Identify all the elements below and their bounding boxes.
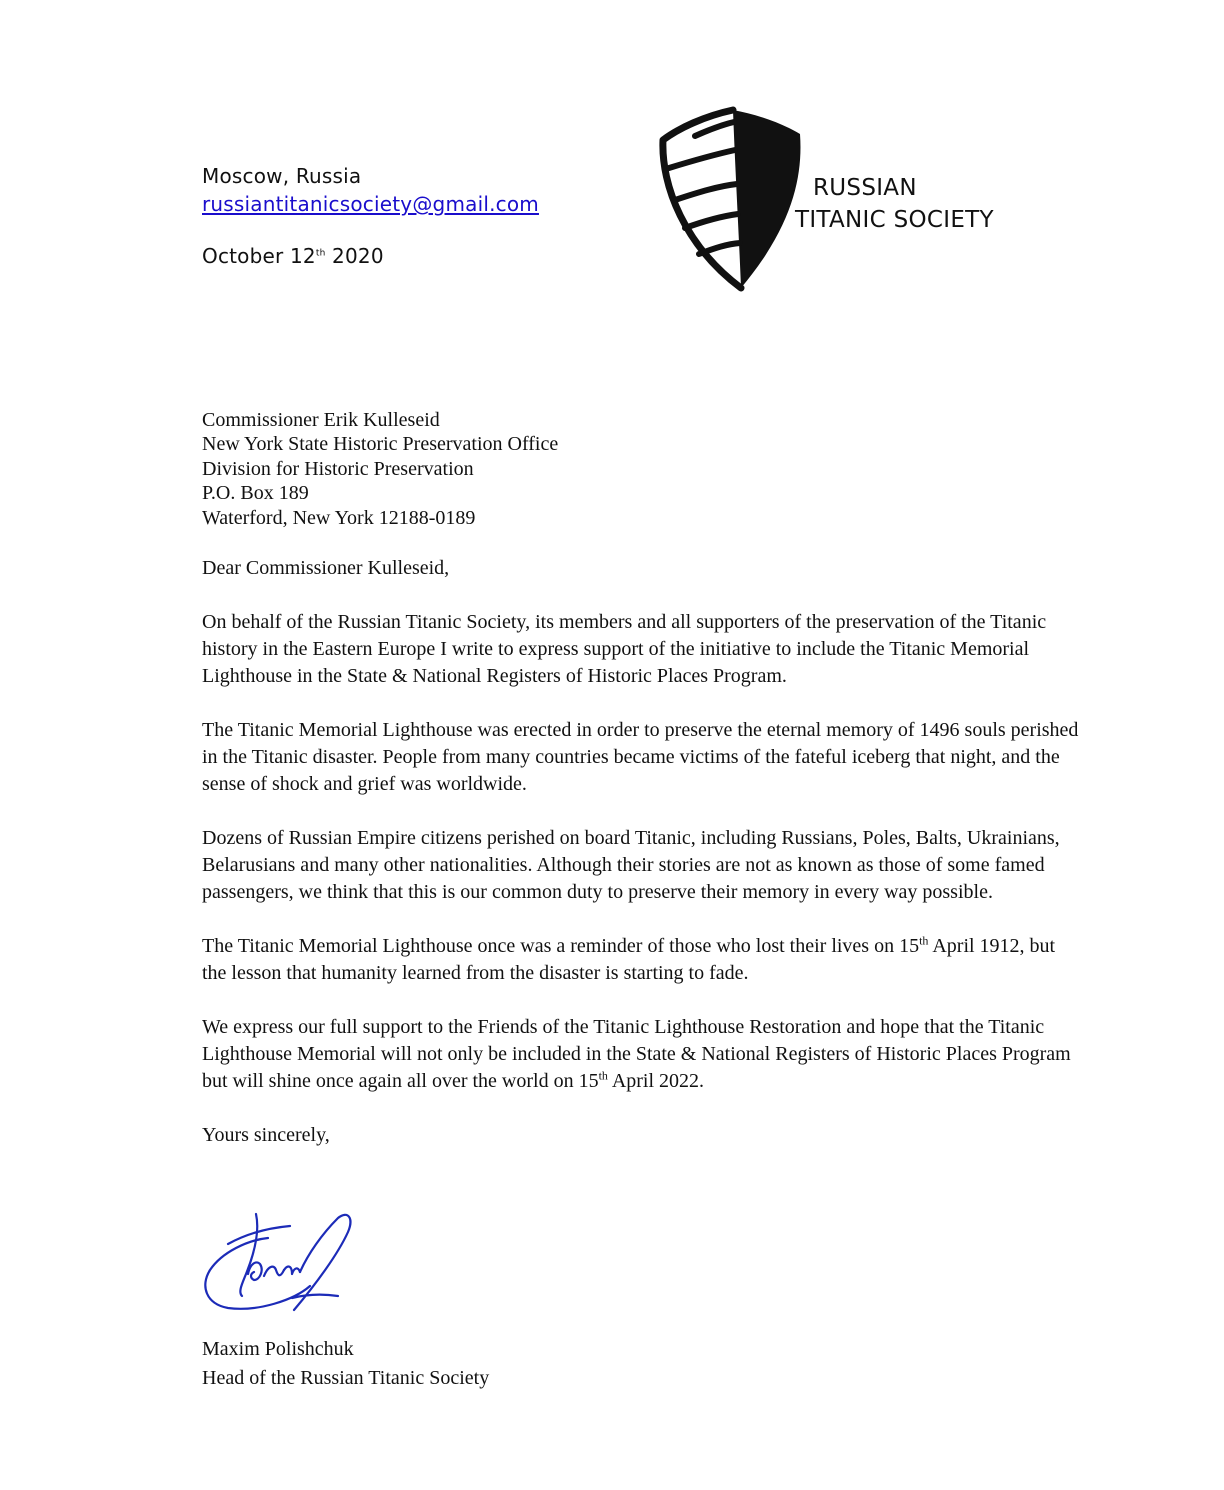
recipient-line: P.O. Box 189: [202, 482, 309, 505]
recipient-line: New York State Historic Preservation Office: [202, 433, 559, 456]
paragraph-5: [202, 1014, 1082, 1095]
date-month-day: October 12: [202, 244, 316, 268]
logo-line-2: TITANIC SOCIETY: [795, 207, 994, 233]
paragraph-4-text-b: April 1912, but the lesson that humanity learned from the disaster is starting to fade.: [202, 935, 1056, 984]
salutation: Dear Commissioner Kulleseid,: [202, 557, 450, 579]
paragraph-2: The Titanic Memorial Lighthouse was erected in order to preserve the eternal memory of 1496 souls perished in the Titanic disaster. People from many countries became victims of the fateful iceberg that night, and the sense of shock and grief was worldwide.: [202, 719, 1079, 795]
recipient-line: Division for Historic Preservation: [202, 457, 474, 480]
shield-logo-icon: [655, 106, 807, 292]
sender-block: [202, 162, 539, 270]
logo-wordmark: [795, 172, 994, 236]
signer-name: Maxim Polishchuk: [202, 1338, 354, 1360]
paragraph-5-text-b: April 2022.: [607, 1070, 705, 1092]
paragraph-4-text-a: The Titanic Memorial Lighthouse once was a reminder of those who lost their lives on 15: [202, 935, 920, 957]
paragraph-5-text-a: We express our full support to the Friends of the Titanic Lighthouse Restoration and hope that the Titanic Lighthouse Memorial will not only be included in the State & National Registers of Historic Places Program but will shine once again all over the world on 15: [202, 1016, 1071, 1092]
date-year: 2020: [325, 244, 384, 268]
closing: Yours sincerely,: [202, 1124, 330, 1146]
paragraph-3: Dozens of Russian Empire citizens perished on board Titanic, including Russians, Poles, Balts, Ukrainians, Belarusians and many other nationalities. Although their stories are not as known as those of some famed passengers, we think that this is our common duty to preserve their memory in every way possible.: [202, 827, 1060, 903]
sender-city: Moscow, Russia: [202, 164, 362, 188]
signer-title: Head of the Russian Titanic Society: [202, 1367, 490, 1389]
paragraph-4: [202, 933, 1082, 987]
recipient-line: Waterford, New York 12188-0189: [202, 506, 476, 529]
signer-block: [202, 1335, 489, 1393]
date-suffix: th: [315, 248, 326, 259]
logo-line-1: RUSSIAN: [813, 175, 917, 201]
letter-body: [202, 555, 1082, 1176]
paragraph-5-suffix: th: [598, 1068, 608, 1083]
recipient-address: [202, 408, 558, 530]
letter-date: [202, 242, 539, 270]
recipient-line: Commissioner Erik Kulleseid: [202, 409, 440, 431]
handwritten-signature: [198, 1204, 376, 1322]
paragraph-1: On behalf of the Russian Titanic Society, its members and all supporters of the preservation of the Titanic history in the Eastern Europe I write to express support of the initiative to include the Titanic Memorial Lighthouse in the State & National Registers of Historic Places Program.: [202, 611, 1047, 687]
sender-email-link[interactable]: russiantitanicsociety@gmail.com: [202, 192, 539, 216]
paragraph-4-suffix: th: [919, 933, 929, 948]
